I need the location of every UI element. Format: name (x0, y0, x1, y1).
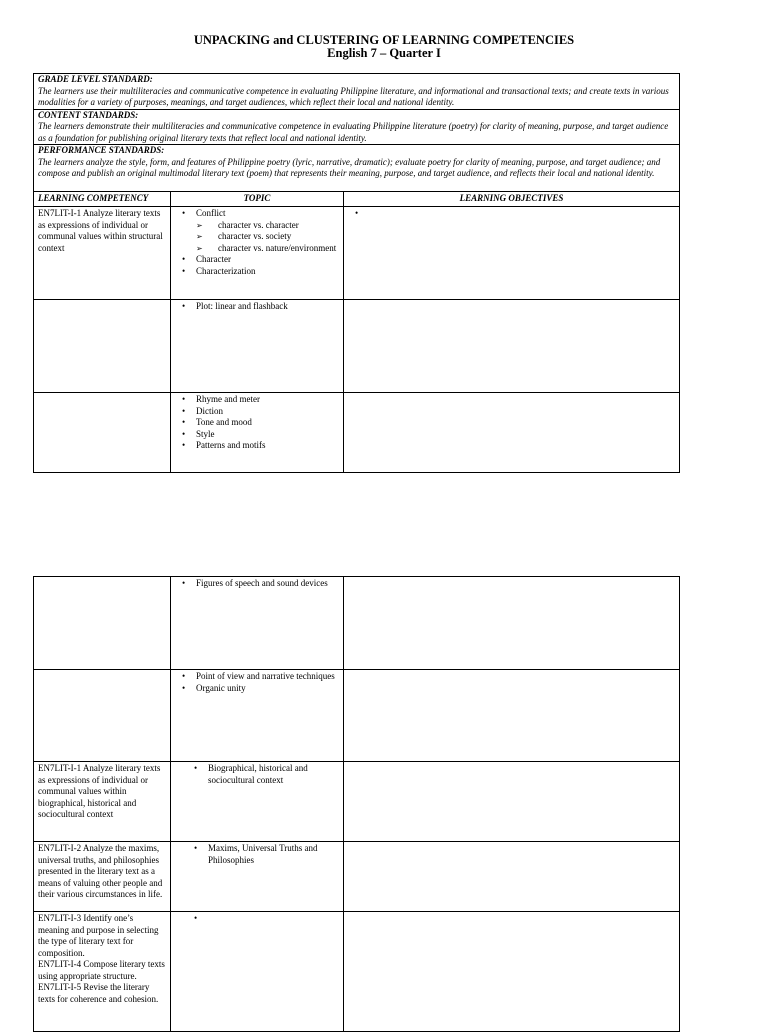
topic-cell (171, 207, 344, 300)
grade-level-standard-row (34, 74, 680, 110)
competency-cell (34, 670, 171, 762)
competency-cell (34, 577, 171, 670)
competency-line: EN7LIT-I-3 Identify one’s meaning and purpose in selecting the type of literary text for composition. (38, 913, 159, 958)
topic-conflict: Conflict (196, 208, 226, 218)
competency-cell (34, 300, 171, 393)
content-standards-heading: CONTENT STANDARDS: (38, 109, 139, 120)
topic-cell (171, 842, 344, 912)
competency-cell: EN7LIT-I-1 Analyze literary texts as expressions of individual or communal values within biographical, historical and sociocultural context (34, 762, 171, 842)
document-title: UNPACKING and CLUSTERING OF LEARNING COMPETENCIES (193, 33, 575, 47)
list-item (179, 208, 339, 254)
competency-cell (34, 912, 171, 1032)
competency-line: EN7LIT-I-5 Revise the literary texts for coherence and cohesion. (38, 982, 159, 1004)
table-row (34, 577, 680, 670)
list-item: • Style (179, 429, 339, 441)
topic-cell (171, 912, 344, 1032)
objectives-cell (344, 670, 680, 762)
objectives-cell (344, 393, 680, 473)
competency-line: EN7LIT-I-4 Compose literary texts using appropriate structure. (38, 959, 165, 981)
list-item: • Biographical, historical and sociocultural context (191, 763, 339, 786)
table-row (34, 842, 680, 912)
competency-cell (34, 393, 171, 473)
objectives-cell (344, 842, 680, 912)
table-row (34, 670, 680, 762)
competency-cell: EN7LIT-I-1 Analyze literary texts as expressions of individual or communal values within structural context (34, 207, 171, 300)
content-standards-text: The learners demonstrate their multiliteracies and communicative competence in evaluating Philippine literature (poetry) for clarity of meaning, purpose, and target audience as a foundation for publishing original literary texts that reflect local and national identity. (38, 121, 669, 143)
topic-cell (171, 577, 344, 670)
list-item: • Point of view and narrative techniques (179, 671, 339, 683)
list-item: ➢ character vs. nature/environment (196, 243, 339, 255)
list-item: • Tone and mood (179, 417, 339, 429)
column-header-row (34, 192, 680, 207)
objectives-cell (344, 912, 680, 1032)
learning-competency-header: LEARNING COMPETENCY (34, 192, 171, 207)
competency-cell: EN7LIT-I-2 Analyze the maxims, universal truths, and philosophies presented in the literary text as a means of valuing other people and their various circumstances in life. (34, 842, 171, 912)
competency-table-1 (33, 73, 680, 473)
performance-standards-text: The learners analyze the style, form, and features of Philippine poetry (lyric, narrative, dramatic); evaluate poetry for clarity of meaning, purpose, and target audience; and compose and publish an original multimodal literary text (poem) that represents their meaning, purpose, and target audience, and reflects their local and national identity. (38, 156, 661, 178)
topic-cell (171, 393, 344, 473)
topic-header: TOPIC (171, 192, 344, 207)
grade-level-standard-heading: GRADE LEVEL STANDARD: (38, 74, 153, 84)
content-standards-cell (34, 109, 680, 145)
list-item: ➢ character vs. society (196, 231, 339, 243)
document-subtitle: English 7 – Quarter I (327, 46, 441, 60)
list-item: • Patterns and motifs (179, 440, 339, 452)
grade-level-standard-text: The learners use their multiliteracies and communicative competence in evaluating Philippine literature, and informational and transactional texts; and create texts in various modalities for a variety of purposes, meanings, and target audiences, which reflect their local and national identity. (38, 85, 669, 107)
table-row (34, 300, 680, 393)
objectives-cell (344, 300, 680, 393)
topic-cell (171, 670, 344, 762)
performance-standards-heading: PERFORMANCE STANDARDS: (38, 145, 165, 155)
performance-standards-cell (34, 145, 680, 192)
list-item: • Character (179, 254, 339, 266)
list-item: • Plot: linear and flashback (179, 301, 339, 313)
list-item: • Figures of speech and sound devices (179, 578, 339, 590)
list-item: • Organic unity (179, 683, 339, 695)
objectives-cell (344, 577, 680, 670)
topic-cell (171, 300, 344, 393)
learning-objectives-header: LEARNING OBJECTIVES (344, 192, 680, 207)
performance-standards-row (34, 145, 680, 192)
list-item: ➢ character vs. character (196, 220, 339, 232)
table-row (34, 207, 680, 300)
objectives-cell (344, 762, 680, 842)
topic-cell (171, 762, 344, 842)
list-item: • Rhyme and meter (179, 394, 339, 406)
table-row (34, 393, 680, 473)
competency-table-2 (33, 576, 680, 1032)
table-row (34, 762, 680, 842)
list-item: • Diction (179, 406, 339, 418)
objectives-cell (344, 207, 680, 300)
list-item: • Characterization (179, 266, 339, 278)
grade-level-standard-cell (34, 74, 680, 110)
content-standards-row (34, 109, 680, 145)
table-row (34, 912, 680, 1032)
list-item: • Maxims, Universal Truths and Philosophies (191, 843, 339, 866)
